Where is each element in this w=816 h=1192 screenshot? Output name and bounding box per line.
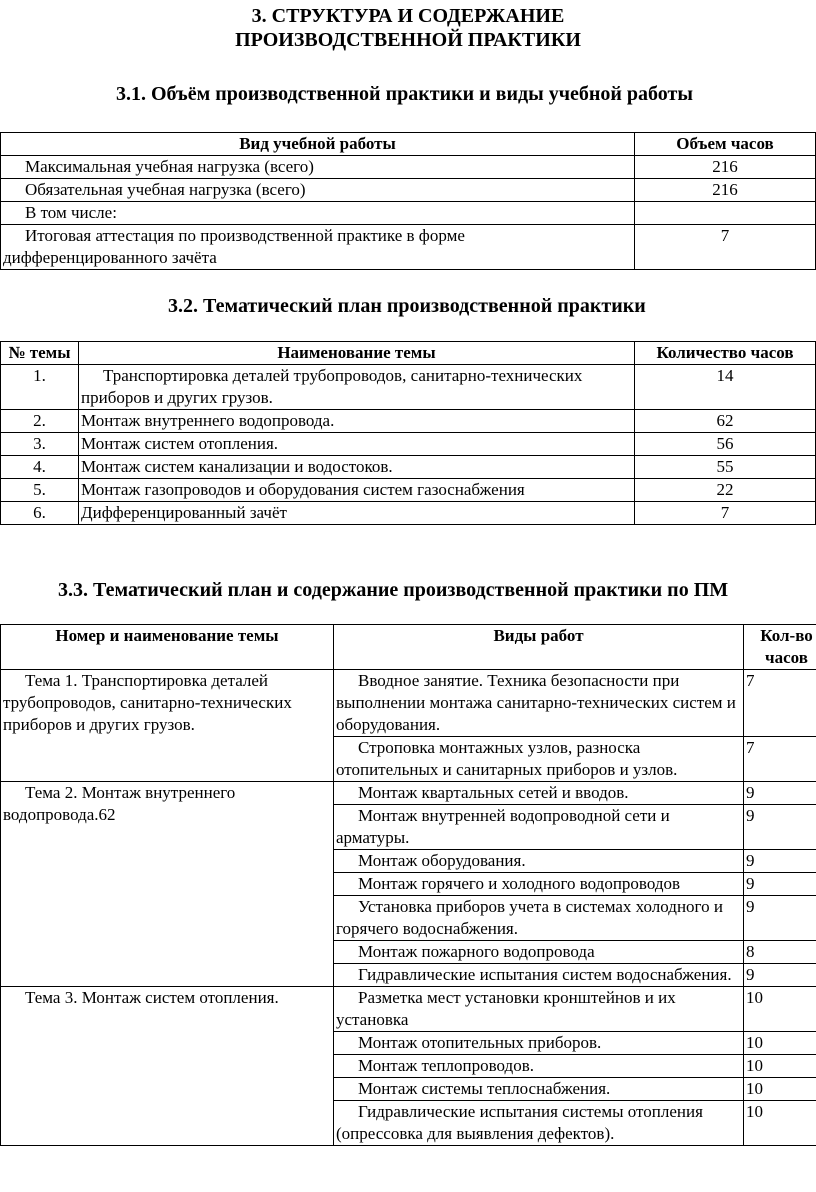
hours-cell: 10 <box>744 1078 816 1101</box>
section-1-title: 3.1. Объём производственной практики и виды учебной работы <box>116 83 693 105</box>
hours-cell: 7 <box>635 502 816 525</box>
hours-cell: 9 <box>744 805 816 850</box>
work-type-cell: Итоговая аттестация по производственной практике в форме дифференцированного зачёта <box>1 225 635 270</box>
topic-cell: Тема 1. Транспортировка деталей трубопроводов, санитарно-технических приборов и других грузов. <box>1 670 334 782</box>
hours-cell: 7 <box>744 670 816 737</box>
topic-number-cell: 2. <box>1 410 79 433</box>
topic-cell: Тема 3. Монтаж систем отопления. <box>1 987 334 1146</box>
hours-cell: 216 <box>635 179 816 202</box>
topic-number-cell: 3. <box>1 433 79 456</box>
hours-cell: 7 <box>635 225 816 270</box>
hours-cell <box>635 202 816 225</box>
topic-number-cell: 1. <box>1 365 79 410</box>
header-topic-number: № темы <box>1 342 79 365</box>
hours-cell: 10 <box>744 1101 816 1146</box>
topic-number-cell: 6. <box>1 502 79 525</box>
table-row <box>1 202 816 225</box>
hours-cell: 56 <box>635 433 816 456</box>
thematic-plan-table <box>0 341 816 525</box>
work-cell: Монтаж отопительных приборов. <box>334 1032 744 1055</box>
hours-cell: 9 <box>744 850 816 873</box>
table-row <box>1 987 816 1032</box>
hours-cell: 216 <box>635 156 816 179</box>
hours-cell: 14 <box>635 365 816 410</box>
work-cell: Монтаж пожарного водопровода <box>334 941 744 964</box>
table-row <box>1 156 816 179</box>
header-hours-count: Количество часов <box>635 342 816 365</box>
work-cell: Монтаж системы теплоснабжения. <box>334 1078 744 1101</box>
work-type-cell: Обязательная учебная нагрузка (всего) <box>1 179 635 202</box>
hours-cell: 22 <box>635 479 816 502</box>
hours-cell: 10 <box>744 1055 816 1078</box>
table-header-row <box>1 625 816 670</box>
work-cell: Монтаж теплопроводов. <box>334 1055 744 1078</box>
topic-name-cell: Транспортировка деталей трубопроводов, санитарно-технических приборов и других грузов. <box>79 365 635 410</box>
work-cell: Монтаж оборудования. <box>334 850 744 873</box>
topic-name-cell: Дифференцированный зачёт <box>79 502 635 525</box>
section-2-title: 3.2. Тематический план производственной практики <box>168 295 646 317</box>
work-type-cell: Максимальная учебная нагрузка (всего) <box>1 156 635 179</box>
document-title <box>0 4 816 52</box>
table-row <box>1 456 816 479</box>
section-3-title: 3.3. Тематический план и содержание производственной практики по ПМ <box>58 579 729 601</box>
hours-cell: 10 <box>744 1032 816 1055</box>
header-work-kinds: Виды работ <box>334 625 744 670</box>
table-header-row <box>1 133 816 156</box>
practice-content-table <box>0 624 816 1146</box>
table-row <box>1 782 816 805</box>
topic-name-cell: Монтаж систем отопления. <box>79 433 635 456</box>
work-cell: Установка приборов учета в системах холодного и горячего водоснабжения. <box>334 896 744 941</box>
topic-cell: Тема 2. Монтаж внутреннего водопровода.62 <box>1 782 334 987</box>
table-row <box>1 179 816 202</box>
hours-cell: 9 <box>744 782 816 805</box>
topic-number-cell: 4. <box>1 456 79 479</box>
title-line-1: 3. СТРУКТУРА И СОДЕРЖАНИЕ <box>251 5 565 27</box>
work-cell: Монтаж внутренней водопроводной сети и арматуры. <box>334 805 744 850</box>
hours-cell: 9 <box>744 896 816 941</box>
work-type-cell: В том числе: <box>1 202 635 225</box>
hours-cell: 7 <box>744 737 816 782</box>
header-hours-count: Кол-во часов <box>744 625 816 670</box>
topic-number-cell: 5. <box>1 479 79 502</box>
table-header-row <box>1 342 816 365</box>
topic-name-cell: Монтаж внутреннего водопровода. <box>79 410 635 433</box>
table-row <box>1 670 816 737</box>
table-row <box>1 365 816 410</box>
table-row <box>1 225 816 270</box>
content-table-clip <box>0 624 816 1192</box>
workload-table <box>0 132 816 270</box>
work-cell: Вводное занятие. Техника безопасности при выполнении монтажа санитарно-технических систем и оборудования. <box>334 670 744 737</box>
work-cell: Монтаж квартальных сетей и вводов. <box>334 782 744 805</box>
hours-cell: 9 <box>744 873 816 896</box>
hours-cell: 62 <box>635 410 816 433</box>
table-row <box>1 502 816 525</box>
header-topic: Номер и наименование темы <box>1 625 334 670</box>
hours-cell: 10 <box>744 987 816 1032</box>
work-cell: Монтаж горячего и холодного водопроводов <box>334 873 744 896</box>
topic-name-cell: Монтаж газопроводов и оборудования систем газоснабжения <box>79 479 635 502</box>
work-cell: Гидравлические испытания систем водоснабжения. <box>334 964 744 987</box>
title-line-2: ПРОИЗВОДСТВЕННОЙ ПРАКТИКИ <box>235 29 581 51</box>
hours-cell: 8 <box>744 941 816 964</box>
header-work-type: Вид учебной работы <box>1 133 635 156</box>
hours-cell: 55 <box>635 456 816 479</box>
work-cell: Гидравлические испытания системы отопления (опрессовка для выявления дефектов). <box>334 1101 744 1146</box>
hours-cell: 9 <box>744 964 816 987</box>
table-row <box>1 479 816 502</box>
table-row <box>1 410 816 433</box>
work-cell: Разметка мест установки кронштейнов и их установка <box>334 987 744 1032</box>
work-cell: Строповка монтажных узлов, разноска отопительных и санитарных приборов и узлов. <box>334 737 744 782</box>
topic-name-cell: Монтаж систем канализации и водостоков. <box>79 456 635 479</box>
header-topic-name: Наименование темы <box>79 342 635 365</box>
header-hours: Объем часов <box>635 133 816 156</box>
table-row <box>1 433 816 456</box>
